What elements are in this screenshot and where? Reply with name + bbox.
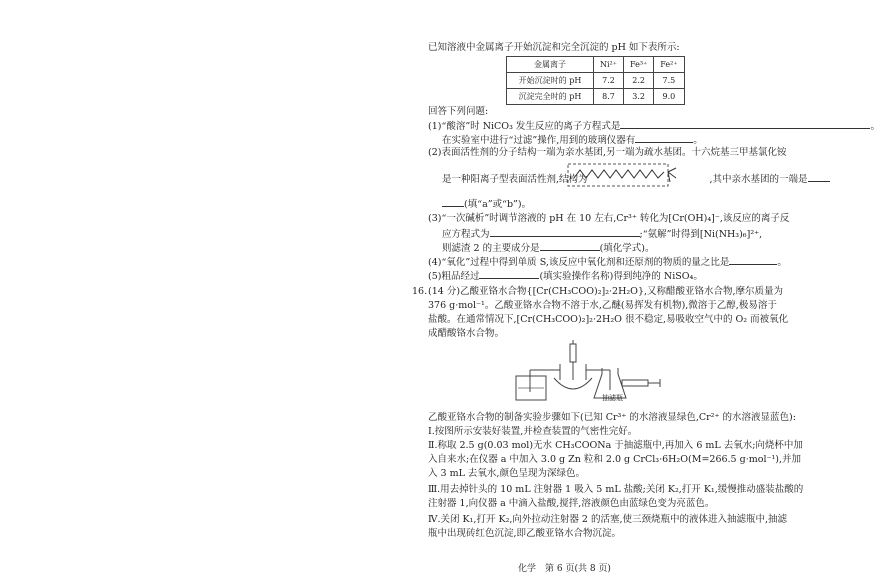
answer-blank xyxy=(479,269,539,279)
table-header: Ni²⁺ xyxy=(594,57,624,73)
step-2b: 入自来水;在仪器 a 中加入 3.0 g Zn 粒和 2.0 g CrCl₃·6H₂O(M=266.5 g·mol⁻¹),并加 xyxy=(428,454,802,465)
step-2c: 入 3 mL 去氧水,颜色呈现为深绿色。 xyxy=(428,468,585,479)
question-3c xyxy=(442,241,655,255)
question-16d: 成醋酸铬水合物。 xyxy=(428,328,505,339)
question-5 xyxy=(428,269,703,283)
answer-blank xyxy=(729,255,777,265)
question-2c xyxy=(442,197,531,211)
question-text: 是一种阳离子型表面活性剂,结构为 xyxy=(442,174,588,185)
table-header: Fe³⁺ xyxy=(624,57,654,73)
question-text: ;“氨解”时得到[Ni(NH₃)₆]²⁺, xyxy=(639,229,763,240)
answer-blank xyxy=(490,227,640,237)
question-text: 应方程式为 xyxy=(442,229,490,240)
answer-blank xyxy=(808,172,830,182)
table-cell: 开始沉淀时的 pH xyxy=(507,73,594,89)
table-header-row xyxy=(507,57,685,73)
question-2a: (2)表面活性剂的分子结构一端为亲水基团,另一端为疏水基团。十六烷基三甲基氯化铵 xyxy=(428,147,787,158)
table-cell: 7.2 xyxy=(594,73,624,89)
table-header: Fe²⁺ xyxy=(654,57,684,73)
table-cell: 2.2 xyxy=(624,73,654,89)
question-3b xyxy=(442,227,762,241)
question-3a: (3)“一次碱析”时调节溶液的 pH 在 10 左右,Cr³⁺ 转化为[Cr(OH)₄]⁻,该反应的离子反 xyxy=(428,213,790,224)
question-text: (填化学式)。 xyxy=(599,243,655,254)
question-1a: (1)“酸溶”时 NiCO₃ 发生反应的离子方程式是 。 xyxy=(428,121,880,132)
step-1: Ⅰ.按图所示安装好装置,并检查装置的气密性完好。 xyxy=(428,426,638,437)
table-cell: 沉淀完全时的 pH xyxy=(507,89,594,105)
page-footer: 化学 第 6 页(共 8 页) xyxy=(518,564,611,574)
answer-blank xyxy=(620,119,870,129)
answer-blank xyxy=(442,197,464,207)
table-row xyxy=(507,73,685,89)
answer-blank xyxy=(540,241,600,251)
diagram-label: 抽滤瓶 xyxy=(602,394,623,402)
apparatus-diagram xyxy=(510,340,670,406)
question-text: 在实验室中进行“过滤”操作,用到的玻璃仪器有 xyxy=(442,135,636,146)
table-cell: 8.7 xyxy=(594,89,624,105)
ph-table xyxy=(506,56,685,105)
table-cell: 9.0 xyxy=(654,89,684,105)
question-text: (填实验操作名称)得到纯净的 NiSO₄。 xyxy=(539,271,703,282)
table-intro: 已知溶液中金属离子开始沉淀和完全沉淀的 pH 如下表所示: xyxy=(428,42,680,53)
surfactant-structure xyxy=(566,158,688,190)
question-16b: 376 g·mol⁻¹。乙酸亚铬水合物不溶于水,乙醚(易挥发有机物),微溶于乙醇,极易溶于 xyxy=(428,300,777,311)
question-4: (4)“氧化”过程中得到单质 S,该反应中氧化剂和还原剂的物质的量之比是 。 xyxy=(428,257,787,268)
question-text: (1)“酸溶”时 NiCO₃ 发生反应的离子方程式是 xyxy=(428,121,621,132)
step-3a: Ⅲ.用去掉针头的 10 mL 注射器 1 吸入 5 mL 盐酸;关闭 K₂,打开 K₁,缓慢推动盛装盐酸的 xyxy=(428,484,804,495)
answer-blank xyxy=(635,133,693,143)
table-cell: 3.2 xyxy=(624,89,654,105)
question-text: (5)粗品经过 xyxy=(428,271,480,282)
question-text: 则滤渣 2 的主要成分是 xyxy=(442,243,540,254)
step-4b: 瓶中出现砖红色沉淀,即乙酸亚铬水合物沉淀。 xyxy=(428,528,622,539)
step-4a: Ⅳ.关闭 K₁,打开 K₂,向外拉动注射器 2 的活塞,使三颈烧瓶中的液体进入抽滤瓶中,抽滤 xyxy=(428,514,788,525)
question-16-number: 16. xyxy=(412,286,428,297)
steps-intro: 乙酸亚铬水合物的制备实验步骤如下(已知 Cr³⁺ 的水溶液显绿色,Cr²⁺ 的水溶液显蓝色): xyxy=(428,412,796,423)
table-row xyxy=(507,89,685,105)
table-cell: 7.5 xyxy=(654,73,684,89)
question-16a: (14 分)乙酸亚铬水合物{[Cr(CH₃COO)₂]₂·2H₂O},又称醋酸亚铬水合物,摩尔质量为 xyxy=(428,286,784,297)
step-2a: Ⅱ.称取 2.5 g(0.03 mol)无水 CH₃COONa 于抽滤瓶中,再加入 6 mL 去氧水;向烧杯中加 xyxy=(428,440,803,451)
question-text: ,其中亲水基团的一端是 xyxy=(709,174,808,185)
question-1b: 在实验室中进行“过滤”操作,用到的玻璃仪器有 。 xyxy=(442,135,703,146)
step-3b: 注射器 1,向仪器 a 中滴入盐酸,搅拌,溶液颜色由蓝绿色变为亮蓝色。 xyxy=(428,498,715,509)
answer-intro: 回答下列问题: xyxy=(428,106,489,117)
question-16c: 盐酸。在通常情况下,[Cr(CH₃COO)₂]₂·2H₂O 很不稳定,易吸收空气中的 O₂ 而被氧化 xyxy=(428,314,789,325)
question-text: (4)“氧化”过程中得到单质 S,该反应中氧化剂和还原剂的物质的量之比是 xyxy=(428,257,730,268)
table-header: 金属离子 xyxy=(507,57,594,73)
question-text: (填“a”或“b”)。 xyxy=(464,199,532,210)
